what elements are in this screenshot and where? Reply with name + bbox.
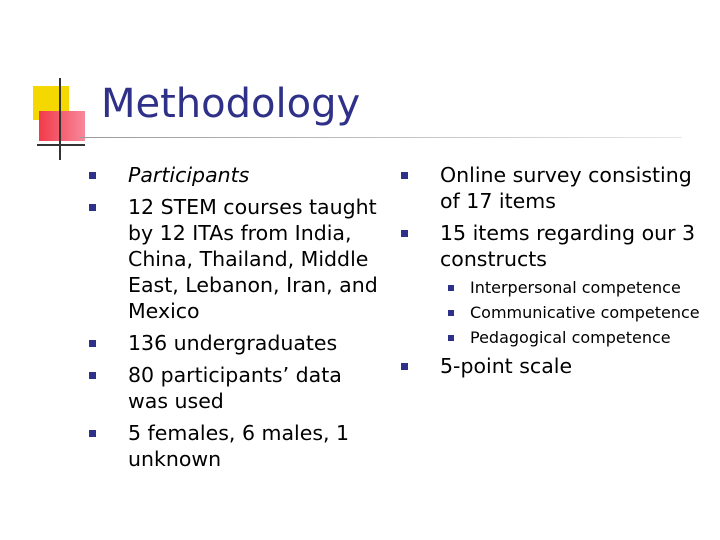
list-item-text: 5 females, 6 males, 1 unknown — [128, 421, 350, 471]
list-item-participants — [88, 162, 388, 188]
sub-list-item-interpersonal — [400, 278, 700, 297]
slide-title: Methodology — [101, 81, 361, 127]
sub-list-item-text: Pedagogical competence — [470, 328, 671, 347]
square-bullet-icon — [89, 172, 96, 179]
sub-list-item-text: Interpersonal competence — [470, 278, 681, 297]
title-underline — [80, 137, 682, 138]
title-ornament-red-bar — [39, 111, 85, 141]
title-ornament-vertical-line — [59, 78, 61, 160]
constructs-sub-list — [400, 278, 700, 347]
list-item-undergraduates — [88, 330, 388, 356]
square-bullet-icon — [401, 230, 408, 237]
sub-list-item-communicative — [400, 303, 700, 322]
list-item-text: 136 undergraduates — [128, 331, 338, 355]
square-bullet-icon — [401, 172, 408, 179]
sub-list-item-text: Communicative competence — [470, 303, 700, 322]
list-item-gender — [88, 420, 388, 472]
sub-list-item-pedagogical — [400, 328, 700, 347]
list-item-text: Participants — [128, 163, 250, 187]
list-item-online-survey — [400, 162, 700, 214]
title-ornament-horizontal-line — [37, 144, 85, 146]
list-item-text: 5-point scale — [440, 354, 573, 378]
list-item-text: 12 STEM courses taught by 12 ITAs from India, China, Thailand, Middle East, Lebanon, Iran, and Mexico — [128, 195, 378, 323]
right-bullet-list — [400, 162, 700, 385]
left-bullet-list — [88, 162, 388, 478]
list-item-scale — [400, 353, 700, 379]
list-item-participants-data — [88, 362, 388, 414]
list-item-text: 15 items regarding our 3 constructs — [440, 221, 696, 271]
list-item-constructs — [400, 220, 700, 272]
list-item-text: 80 participants’ data was used — [128, 363, 342, 413]
square-bullet-icon — [448, 335, 454, 341]
square-bullet-icon — [89, 372, 96, 379]
list-item-text: Online survey consisting of 17 items — [440, 163, 692, 213]
square-bullet-icon — [448, 310, 454, 316]
square-bullet-icon — [89, 204, 96, 211]
square-bullet-icon — [448, 285, 454, 291]
square-bullet-icon — [401, 363, 408, 370]
list-item-courses — [88, 194, 388, 324]
square-bullet-icon — [89, 430, 96, 437]
square-bullet-icon — [89, 340, 96, 347]
